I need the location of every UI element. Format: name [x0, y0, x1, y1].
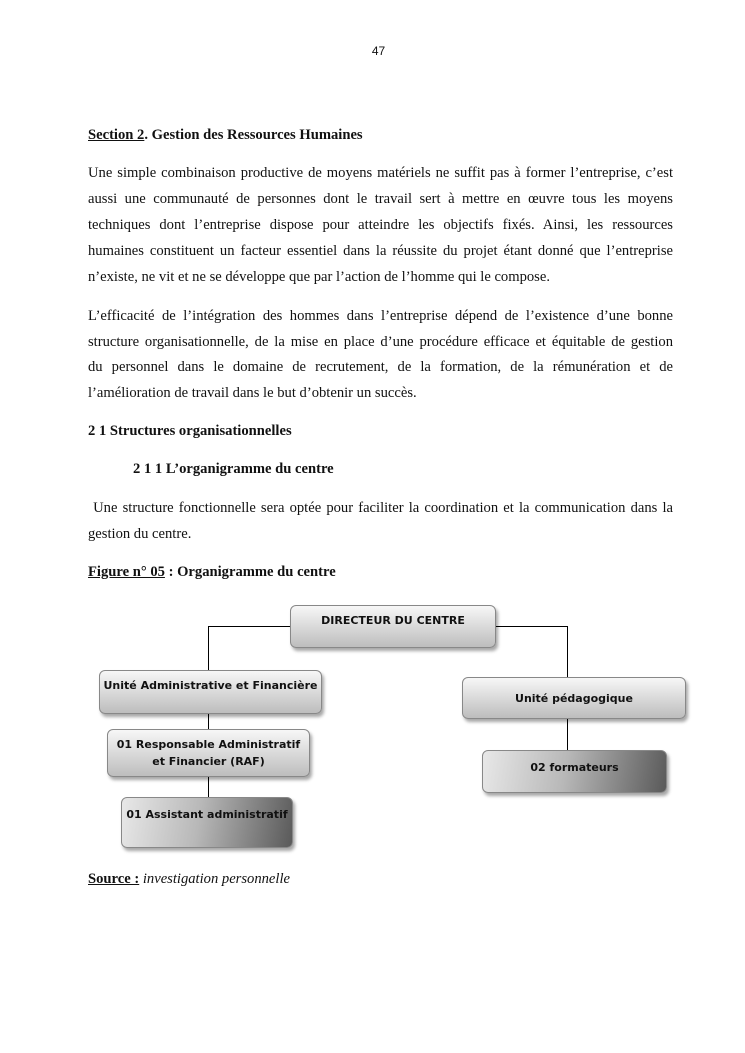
- text-line: techniques dont l’entreprise dispose pour atteindre les objectifs fixés. Ainsi, les ressources: [88, 217, 673, 233]
- node-label: 02 formateurs: [530, 761, 619, 774]
- node-label: DIRECTEUR DU CENTRE: [321, 614, 465, 627]
- text-line: aussi une communauté de personnes dont le travail sert à mettre en œuvre tous les moyens: [88, 191, 673, 207]
- org-node-trainers: [482, 750, 667, 793]
- org-node-pedagogic-unit: [462, 677, 686, 719]
- subsubsection-heading: 2 1 1 L’organigramme du centre: [133, 461, 334, 477]
- connector: [208, 775, 209, 797]
- text-line: L’efficacité de l’intégration des hommes dans l’entreprise dépend de l’existence d’une bonne: [88, 308, 673, 324]
- source-note: [88, 871, 290, 888]
- source-label: Source :: [88, 871, 140, 887]
- figure-label: Figure n° 05: [88, 564, 165, 580]
- org-node-director: [290, 605, 496, 648]
- figure-title: : Organigramme du centre: [164, 564, 336, 580]
- node-label: 01 Responsable Administratif: [116, 738, 301, 751]
- connector: [208, 712, 209, 729]
- text-line: Une simple combinaison productive de moyens matériels ne suffit pas à former l’entreprise, c’est: [88, 165, 673, 181]
- section-heading: [88, 127, 363, 144]
- text-line: structure organisationnelle, de la mise en place d’une procédure efficace et équitable de gestion: [88, 334, 673, 350]
- connector: [567, 717, 568, 750]
- source-text: investigation personnelle: [139, 871, 290, 887]
- org-node-raf: [107, 729, 310, 777]
- text-line: gestion du centre.: [88, 526, 192, 542]
- connector: [494, 626, 567, 627]
- node-label: et Financier (RAF): [152, 755, 265, 768]
- org-node-admin-unit: [99, 670, 322, 714]
- connector: [208, 626, 290, 627]
- figure-caption: [88, 564, 336, 581]
- node-label: 01 Assistant administratif: [126, 808, 288, 821]
- subsection-heading: 2 1 Structures organisationnelles: [88, 423, 292, 439]
- section-label: Section 2: [88, 127, 145, 143]
- text-line: l’amélioration de travail dans le but d’obtenir un succès.: [88, 385, 417, 401]
- node-label: Unité Administrative et Financière: [103, 679, 318, 692]
- org-node-assistant: [121, 797, 293, 848]
- node-label: Unité pédagogique: [515, 691, 633, 705]
- text-line: du personnel dans le domaine de recrutement, de la formation, de la rémunération et de: [88, 359, 673, 375]
- text-line: Une structure fonctionnelle sera optée pour faciliter la coordination et la communication dans la: [88, 500, 673, 516]
- text-line: n’existe, ne vit et ne se développe que par l’action de l’homme qui le compose.: [88, 269, 550, 285]
- connector: [208, 626, 209, 670]
- text-line: humaines constituent un facteur essentiel dans la réussite du projet étant donné que l’entreprise: [88, 243, 673, 259]
- page-number: 47: [371, 44, 386, 58]
- section-title: . Gestion des Ressources Humaines: [144, 127, 363, 143]
- connector: [567, 626, 568, 677]
